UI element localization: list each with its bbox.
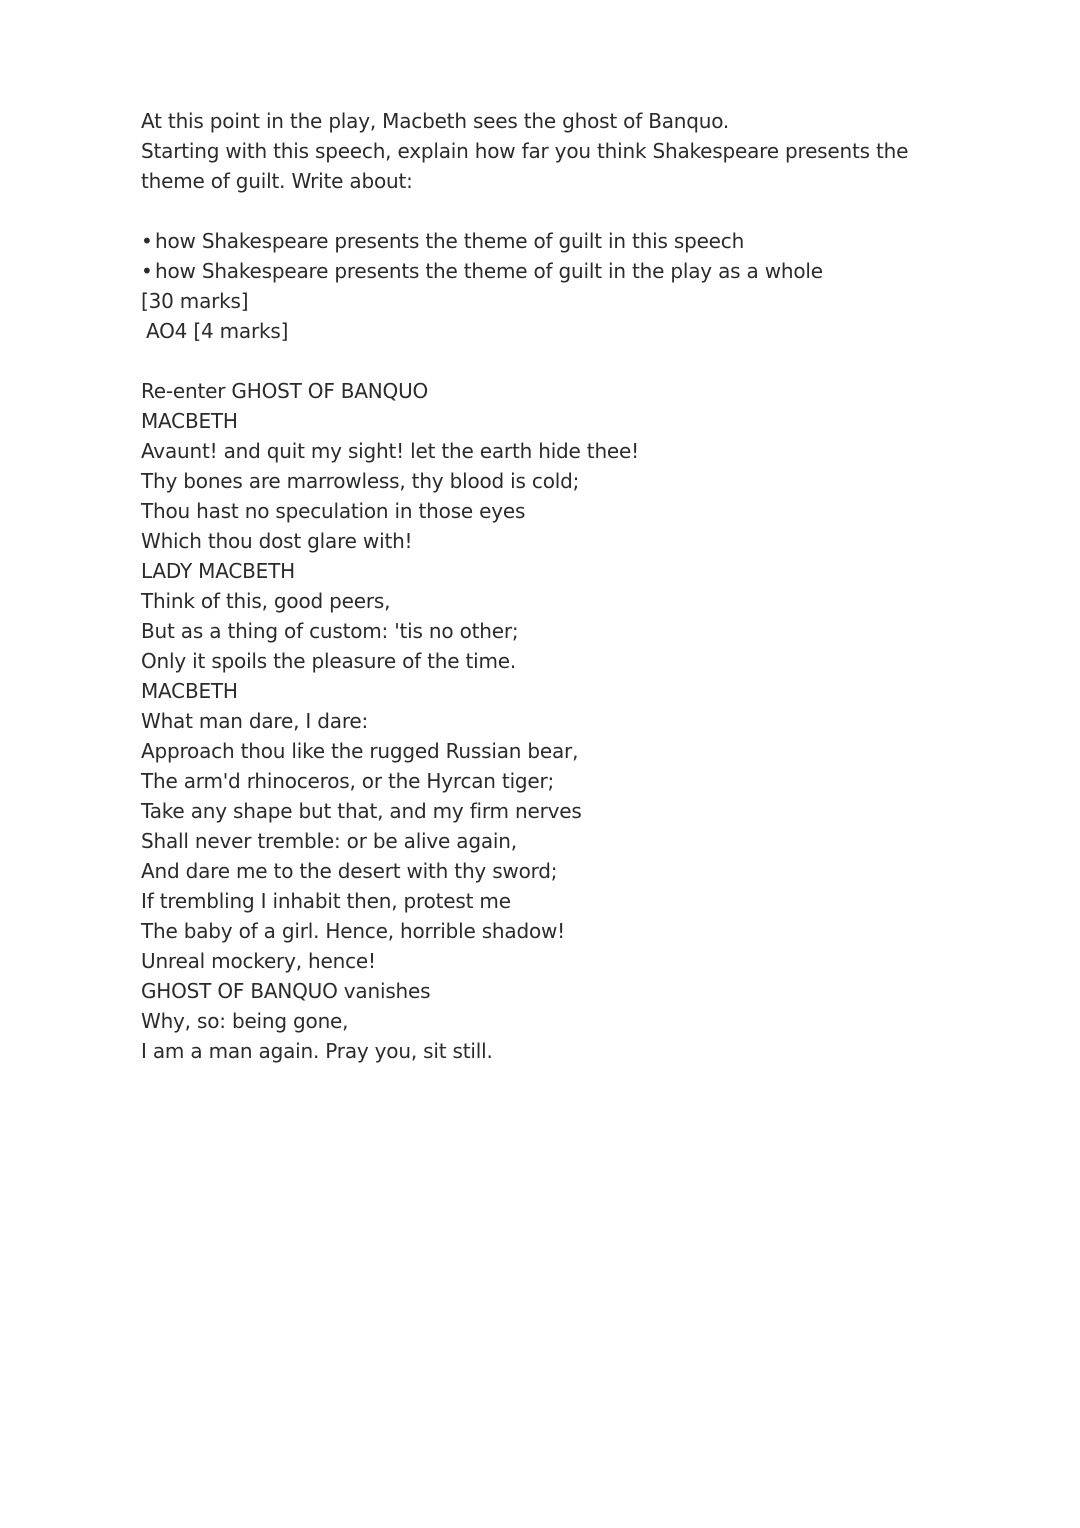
verse-line: Which thou dost glare with! [141,529,413,553]
bullet-text: how Shakespeare presents the theme of guilt in this speech [155,229,745,253]
spacer [141,346,941,376]
verse-line: But as a thing of custom: 'tis no other; [141,619,519,643]
verse-line: I am a man again. Pray you, sit still. [141,1039,493,1063]
stage-direction: GHOST OF BANQUO vanishes [141,979,431,1003]
marks-total: [30 marks] [141,289,249,313]
verse-line: Thou hast no speculation in those eyes [141,499,526,523]
bullet-icon: • [141,259,153,283]
speaker-name: MACBETH [141,409,238,433]
play-extract [141,376,941,1066]
bullet-text: how Shakespeare presents the theme of guilt in the play as a whole [155,259,823,283]
verse-line: Thy bones are marrowless, thy blood is cold; [141,469,580,493]
bullet-item [141,256,941,286]
question-line: At this point in the play, Macbeth sees the ghost of Banquo. [141,109,730,133]
verse-line: The arm'd rhinoceros, or the Hyrcan tiger; [141,769,555,793]
verse-line: Approach thou like the rugged Russian bear, [141,739,579,763]
spacer [141,196,941,226]
question-line: Starting with this speech, explain how far you think Shakespeare presents the [141,139,909,163]
bullet-icon: • [141,229,153,253]
verse-line: Why, so: being gone, [141,1009,349,1033]
verse-line: Shall never tremble: or be alive again, [141,829,517,853]
verse-line: Only it spoils the pleasure of the time. [141,649,517,673]
verse-line: The baby of a girl. Hence, horrible shadow! [141,919,565,943]
verse-line: Think of this, good peers, [141,589,391,613]
document-page [141,106,941,1066]
verse-line: What man dare, I dare: [141,709,369,733]
verse-line: And dare me to the desert with thy sword; [141,859,558,883]
speaker-name: LADY MACBETH [141,559,295,583]
stage-direction: Re-enter GHOST OF BANQUO [141,379,429,403]
verse-line: If trembling I inhabit then, protest me [141,889,511,913]
speaker-name: MACBETH [141,679,238,703]
verse-line: Avaunt! and quit my sight! let the earth hide thee! [141,439,639,463]
ao4-marks: AO4 [4 marks] [146,319,289,343]
bullet-item [141,226,941,256]
verse-line: Take any shape but that, and my firm nerves [141,799,582,823]
question-line: theme of guilt. Write about: [141,169,413,193]
verse-line: Unreal mockery, hence! [141,949,376,973]
